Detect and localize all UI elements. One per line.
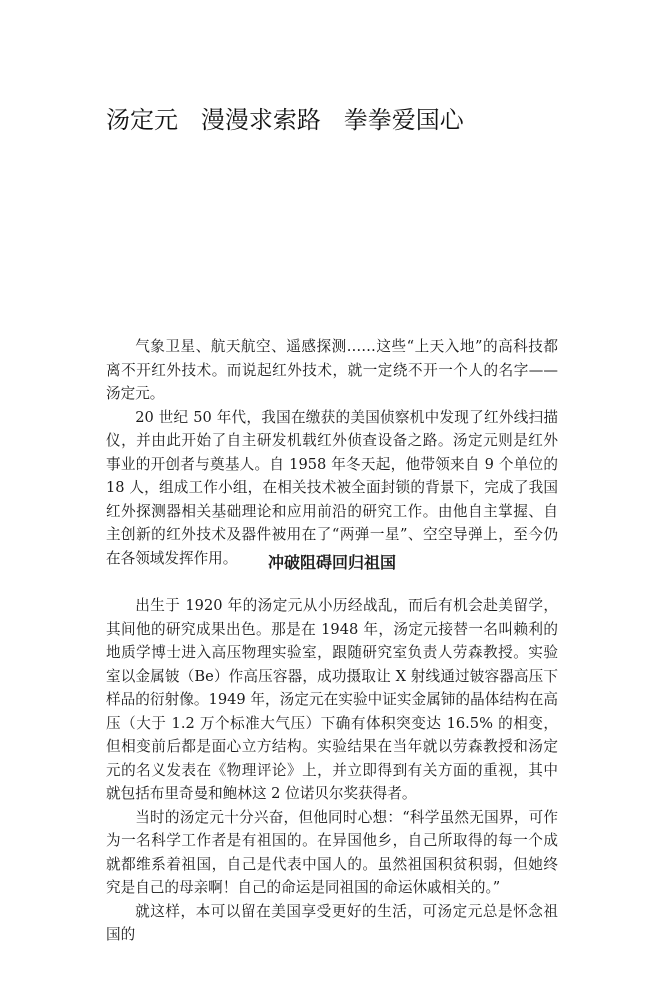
body-paragraph: 就这样，本可以留在美国享受更好的生活，可汤定元总是怀念祖国的 xyxy=(106,902,558,943)
section-heading: 冲破阻碍回归祖国 xyxy=(267,553,396,572)
body-paragraph: 出生于 1920 年的汤定元从小历经战乱，而后有机会赴美留学，其间他的研究成果出色。那是在 1948 年，汤定元接替一名叫赖利的地质学博士进入高压物理实验室，跟随研究室负责人劳森教授。实验室以金属铍（Be）作高压容器，成功摄取让 X 射线通过铍容器高压下样品的衍射像。1949 年，汤定元在实验中证实金属铈的晶体结构在高压（大于 1.2 万个标准大气压）下确有体积突变达 16.5% 的相变，但相变前后都是面心立方结构。实验结果在当年就以劳森教授和汤定元的名义发表在《物理评论》上，并立即得到有关方面的重视，其中就包括布里奇曼和鲍林这 2 位诺贝尔奖获得者。 xyxy=(106,597,558,802)
intro-section xyxy=(106,335,558,570)
intro-paragraph: 气象卫星、航天航空、遥感探测……这些“上天入地”的高科技都离不开红外技术。而说起红外技术，就一定绕不开一个人的名字——汤定元。 xyxy=(106,338,558,402)
body-paragraph: 当时的汤定元十分兴奋，但他同时心想：“科学虽然无国界，可作为一名科学工作者是有祖国的。在异国他乡，自己所取得的每一个成就都维系着祖国，自己是代表中国人的。虽然祖国积贫积弱，但她终究是自己的母亲啊！自己的命运是同祖国的命运休戚相关的。” xyxy=(106,808,558,896)
page-title: 汤定元 漫漫求索路 拳拳爱国心 xyxy=(106,106,464,134)
section-body xyxy=(106,594,558,947)
intro-paragraph: 20 世纪 50 年代，我国在缴获的美国侦察机中发现了红外线扫描仪，并由此开始了自主研发机载红外侦查设备之路。汤定元则是红外事业的开创者与奠基人。自 1958 年冬天起，他带领来自 9 个单位的 18 人，组成工作小组，在相关技术被全面封锁的背景下，完成了我国红外探测器相关基础理论和应用前沿的研究工作。由他自主掌握、自主创新的红外技术及器件被用在了“两弹一星”、空空导弹上，至今仍在各领域发挥作用。 xyxy=(106,408,558,567)
